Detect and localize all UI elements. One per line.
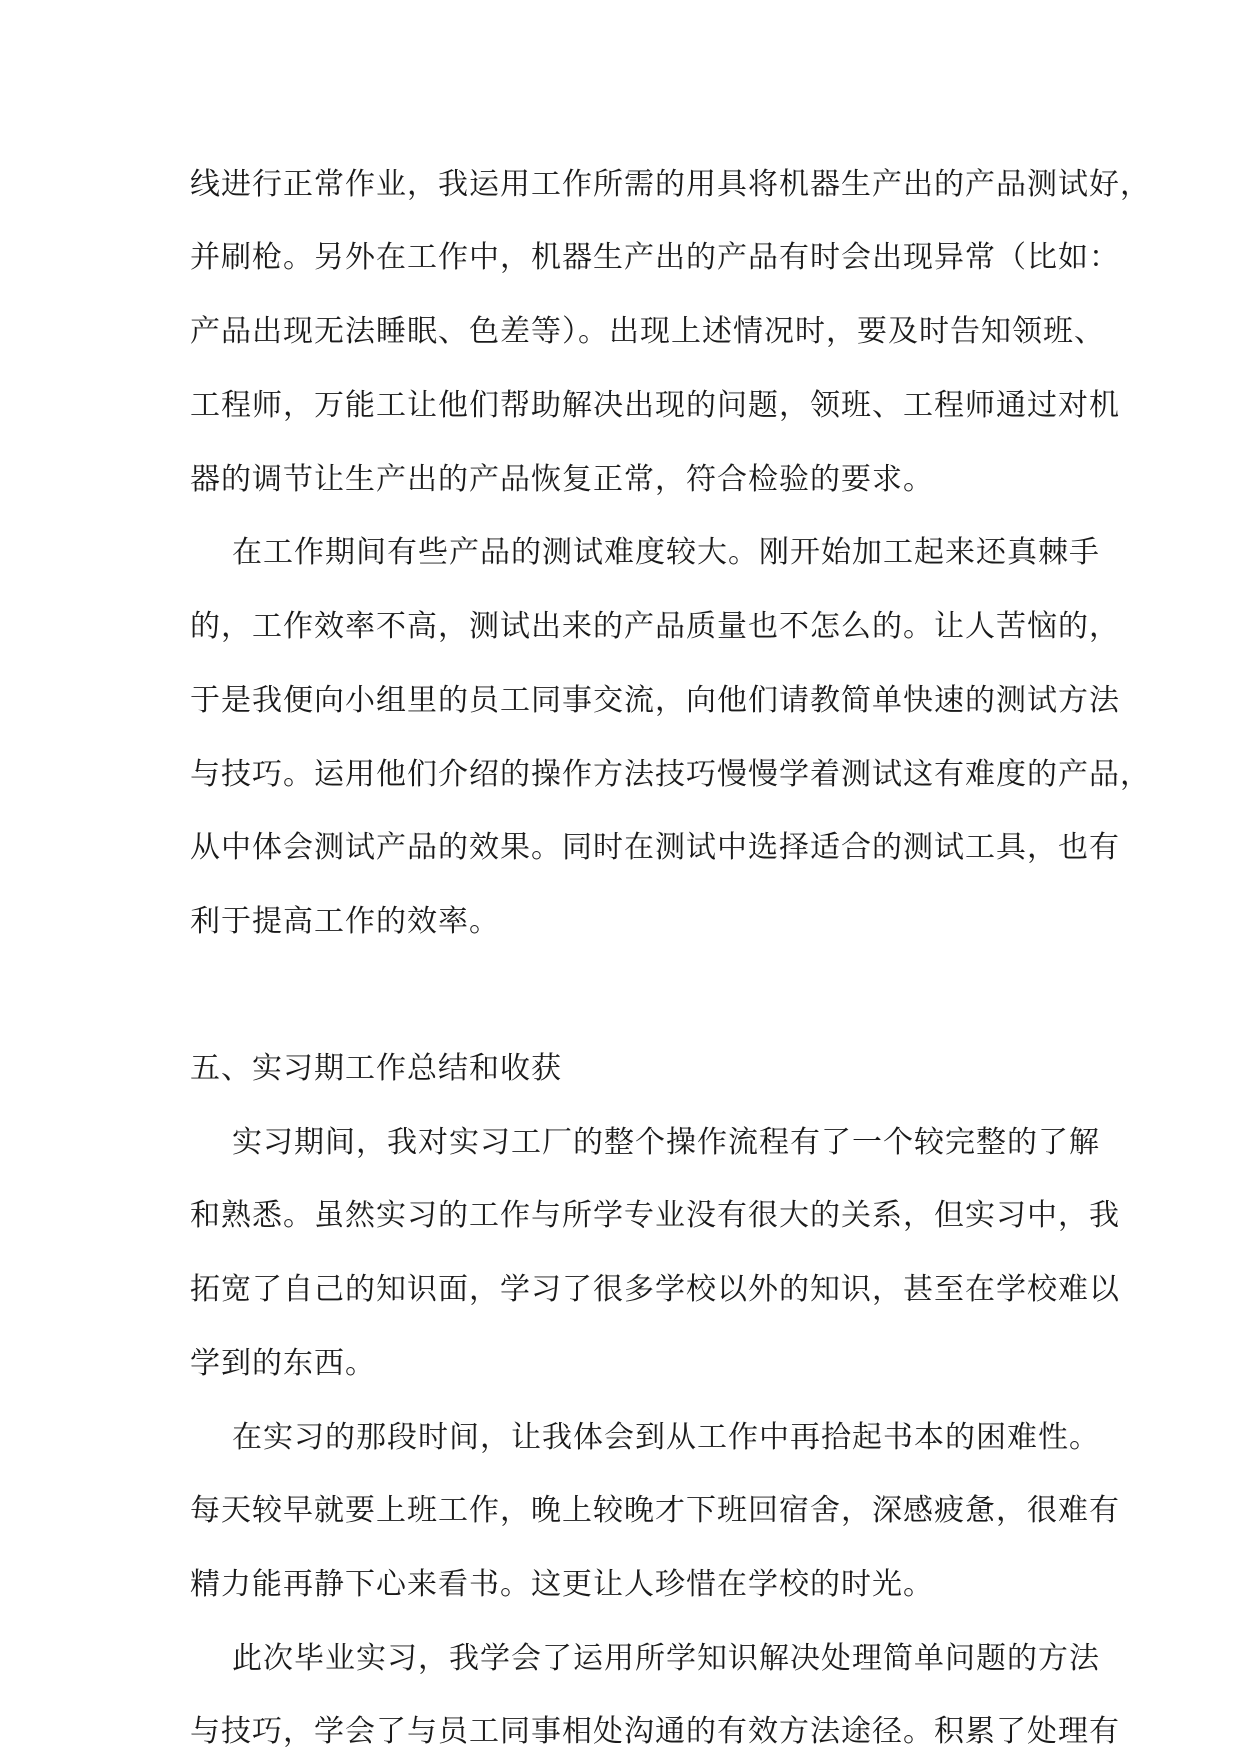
paragraph-5-line: 与技巧，学会了与员工同事相处沟通的有效方法途径。积累了处理有 bbox=[190, 1714, 1120, 1749]
paragraph-2-line: 与技巧。运用他们介绍的操作方法技巧慢慢学着测试这有难度的产品， bbox=[190, 757, 1151, 792]
paragraph-2-line: 从中体会测试产品的效果。同时在测试中选择适合的测试工具，也有 bbox=[190, 830, 1120, 865]
paragraph-3-line: 学到的东西。 bbox=[190, 1346, 376, 1381]
paragraph-2-line: 在工作期间有些产品的测试难度较大。刚开始加工起来还真棘手 bbox=[232, 535, 1100, 570]
paragraph-2-line: 的，工作效率不高，测试出来的产品质量也不怎么的。让人苦恼的， bbox=[190, 609, 1120, 644]
paragraph-1-line: 产品出现无法睡眠、色差等）。出现上述情况时，要及时告知领班、 bbox=[190, 314, 1105, 349]
paragraph-3-line: 拓宽了自己的知识面，学习了很多学校以外的知识，甚至在学校难以 bbox=[190, 1272, 1120, 1307]
paragraph-4-line: 精力能再静下心来看书。这更让人珍惜在学校的时光。 bbox=[190, 1567, 934, 1602]
paragraph-4-line: 每天较早就要上班工作，晚上较晚才下班回宿舍，深感疲惫，很难有 bbox=[190, 1493, 1120, 1528]
paragraph-2-line: 利于提高工作的效率。 bbox=[190, 904, 500, 939]
paragraph-1-line: 线进行正常作业，我运用工作所需的用具将机器生产出的产品测试好， bbox=[190, 167, 1151, 202]
paragraph-3-line: 实习期间，我对实习工厂的整个操作流程有了一个较完整的了解 bbox=[232, 1125, 1100, 1160]
paragraph-2-line: 于是我便向小组里的员工同事交流，向他们请教简单快速的测试方法 bbox=[190, 683, 1120, 718]
paragraph-1-line: 工程师，万能工让他们帮助解决出现的问题，领班、工程师通过对机 bbox=[190, 388, 1120, 423]
section-heading: 五、实习期工作总结和收获 bbox=[190, 1051, 562, 1086]
paragraph-1-line: 器的调节让生产出的产品恢复正常，符合检验的要求。 bbox=[190, 462, 934, 497]
paragraph-3-line: 和熟悉。虽然实习的工作与所学专业没有很大的关系，但实习中，我 bbox=[190, 1198, 1120, 1233]
paragraph-5-line: 此次毕业实习，我学会了运用所学知识解决处理简单问题的方法 bbox=[232, 1641, 1100, 1676]
paragraph-1-line: 并刷枪。另外在工作中，机器生产出的产品有时会出现异常（比如： bbox=[190, 240, 1120, 275]
paragraph-4-line: 在实习的那段时间，让我体会到从工作中再拾起书本的困难性。 bbox=[232, 1420, 1100, 1455]
